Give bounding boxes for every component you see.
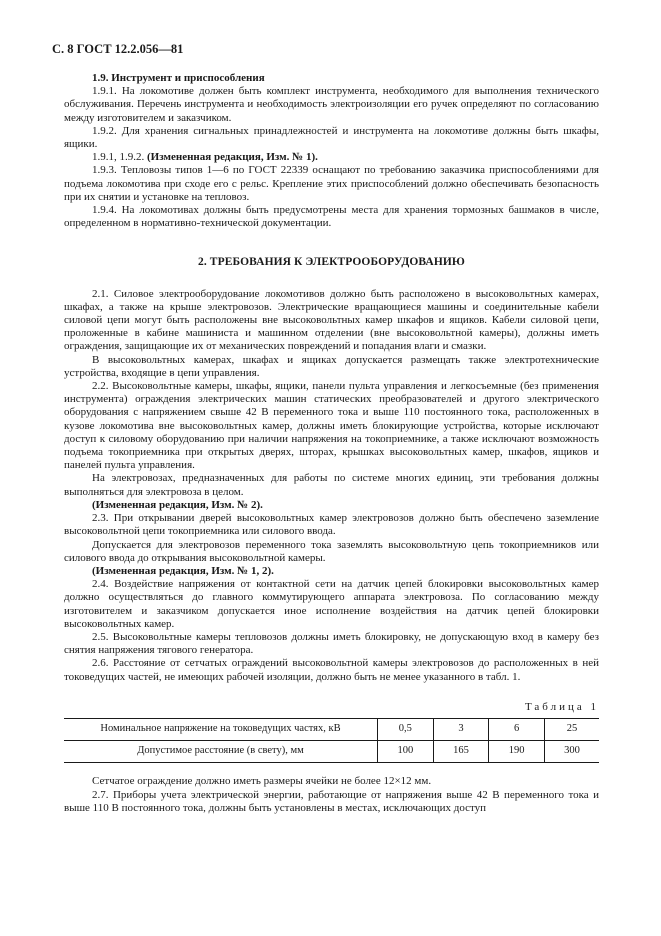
table-row <box>64 741 599 763</box>
paragraph-2-6: 2.6. Расстояние от сетчатых ограждений высоковольтной камеры электровозов до расположенных в ней токоведущих частей, не имеющих рабочей изоляции, должно быть не менее указанного в табл. 1. <box>64 657 599 683</box>
paragraph-2-7: 2.7. Приборы учета электрической энергии, работающие от напряжения выше 42 В переменного тока и выше 110 В постоянного тока, должны быть установлены в местах, исключающих доступ <box>64 788 599 814</box>
document-body <box>64 72 599 815</box>
paragraph-2-5: 2.5. Высоковольтные камеры тепловозов должны иметь блокировку, не допускающую вход в камеру без снятия напряжения тягового генератора. <box>64 630 599 657</box>
paragraph-1-9-1: 1.9.1. На локомотиве должен быть комплект инструмента, необходимого для выполнения технического обслуживания. Перечень инструмента и необходимость электроизоляции его ручек определяют по согласованию между изготовителем и заказчиком. <box>64 85 599 124</box>
paragraph-net-size: Сетчатое ограждение должно иметь размеры ячейки не более 12×12 мм. <box>92 775 432 788</box>
paragraph-2-4: 2.4. Воздействие напряжения от контактной сети на датчик цепей блокировки высоковольтных камер должно осуществляться до главного коммутирующего аппарата электровоза. По согласованию между изготовителем и заказчиком допускается иное исполнение воздействия на датчик цепей блокировки высоковольтных камер. <box>64 578 599 630</box>
table-cell: 0,5 <box>378 718 434 740</box>
paragraph-2-1-continued: В высоковольтных камерах, шкафах и ящиках допускается размещать также электротехнические устройства, входящие в цепи управления. <box>64 353 599 379</box>
amendment-ref: 1.9.1, 1.9.2. <box>92 151 147 164</box>
paragraph-2-2-continued: На электровозах, предназначенных для работы по системе многих единиц, эти требования должны выполняться для электровоза в целом. <box>64 472 599 498</box>
table-row-label: Допустимое расстояние (в свету), мм <box>64 741 378 763</box>
paragraph-2-3-continued: Допускается для электровозов переменного тока заземлять высоковольтную цепь токоприемников или силового ввода до открывания высоковольтной камеры. <box>64 538 599 564</box>
amendment-text: (Измененная редакция, Изм. № 1). <box>147 151 318 164</box>
amendment-note-2-2: (Измененная редакция, Изм. № 2). <box>92 498 263 511</box>
paragraph-1-9-3: 1.9.3. Тепловозы типов 1—6 по ГОСТ 22339 оснащают по требованию заказчика приспособлениями для подъема локомотива при сходе его с рельс. Крепление этих приспособлений должно обеспечивать безопасность при их снятии и установке на тепловоз. <box>64 164 599 203</box>
table-1 <box>64 718 599 763</box>
paragraph-1-9-4: 1.9.4. На локомотивах должны быть предусмотрены места для хранения тормозных башмаков в числе, определенном в нормативно-технической документации. <box>64 204 599 230</box>
table-cell: 6 <box>489 718 545 740</box>
paragraph-2-2: 2.2. Высоковольтные камеры, шкафы, ящики, панели пульта управления и легкосъемные (без применения инструмента) ограждения электрических машин статических преобразователей и другого электрического оборудования с напряжением свыше 42 В переменного тока и выше 110 постоянного тока, расположенных в кузове локомотива вне высоковольтных камер, должны иметь блокирующие устройства, которые исключают доступ к силовому оборудованию при наличии напряжения на токоприемнике, а также исключают возможность подъема токоприемника при открытых дверях, шторах, крышках высоковольтных камер, шкафов, ящиков и панелей пульта управления. <box>64 380 599 472</box>
amendment-note-2-3: (Измененная редакция, Изм. № 1, 2). <box>92 564 274 577</box>
subsection-title-1-9: 1.9. Инструмент и приспособления <box>92 72 265 84</box>
table-row <box>64 718 599 740</box>
table-cell: 165 <box>433 741 489 763</box>
table-cell: 25 <box>544 718 599 740</box>
paragraph-2-1: 2.1. Силовое электрооборудование локомотивов должно быть расположено в высоковольтных камерах, шкафах, а также на крыше электровозов. Электрические вращающиеся машины и соединительные кабели силовой цепи могут быть расположены вне высоковольтных камер шкафов и ящиков. Кабели силовой цепи, проложенные в кабине машиниста и машинном отделении (вне высоковольтной камеры), должны иметь ограждения, защищающие их от механических повреждений и попадания влаги и смазки. <box>64 287 599 353</box>
page-header: С. 8 ГОСТ 12.2.056—81 <box>52 42 184 56</box>
paragraph-2-3: 2.3. При открывании дверей высоковольтных камер электровозов должно быть обеспечено заземление высоковольтной цепи токоприемника или силового ввода. <box>64 512 599 538</box>
table-row-label: Номинальное напряжение на токоведущих частях, кВ <box>64 718 378 740</box>
table-cell: 190 <box>489 741 545 763</box>
table-cell: 300 <box>544 741 599 763</box>
table-cell: 100 <box>378 741 434 763</box>
amendment-note-1-9 <box>64 151 599 164</box>
table-caption: Таблица 1 <box>524 700 599 713</box>
paragraph-1-9-2: 1.9.2. Для хранения сигнальных принадлежностей и инструмента на локомотиве должны быть шкафы, ящики. <box>64 124 599 151</box>
table-cell: 3 <box>433 718 489 740</box>
section-title-2: 2. ТРЕБОВАНИЯ К ЭЛЕКТРООБОРУДОВАНИЮ <box>198 256 465 269</box>
